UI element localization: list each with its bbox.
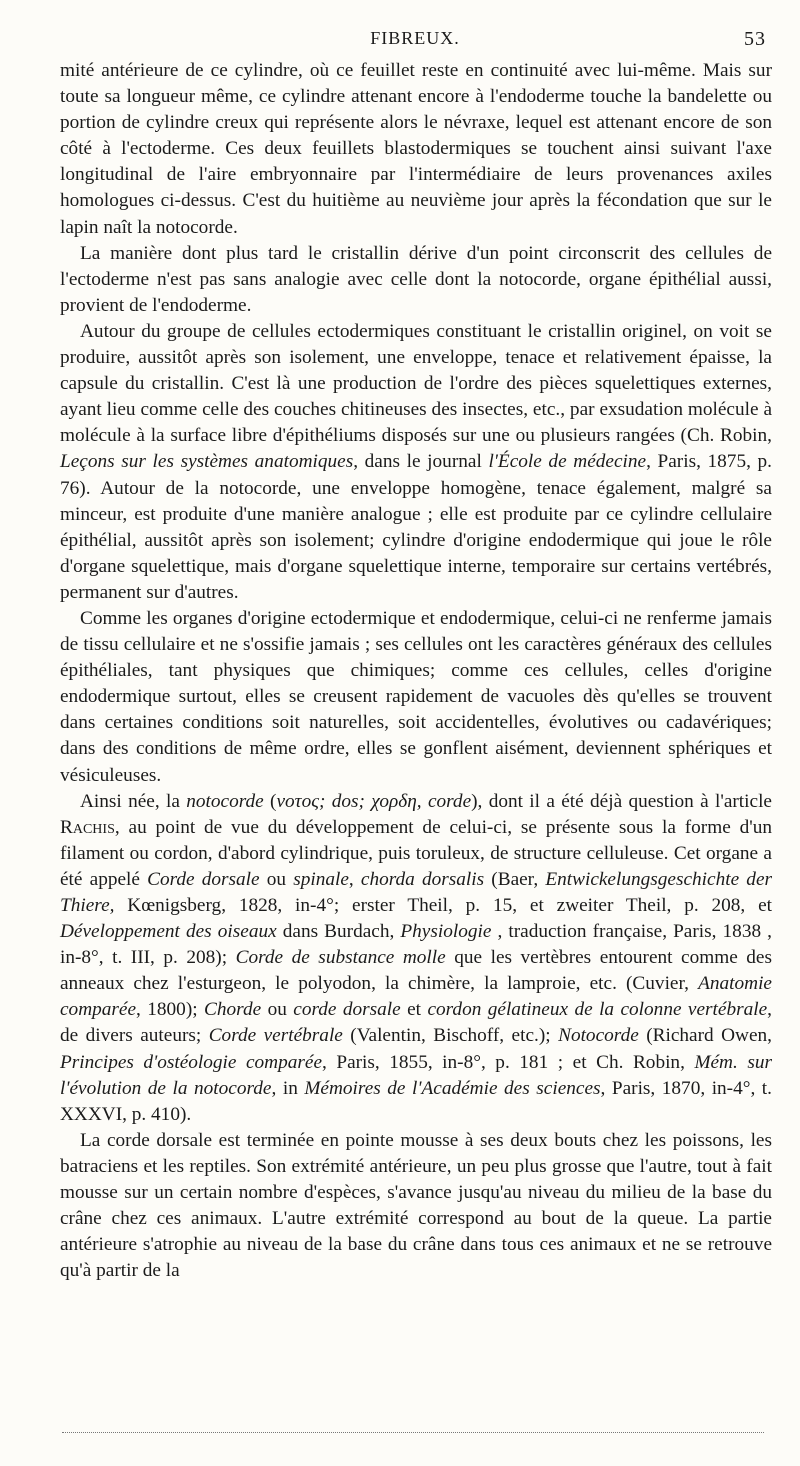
text-run: mité antérieure de ce cylindre, où ce feuillet reste en continuité avec lui-même. Mais sur toute sa longueur même, ce cylindre attenant encore à l'endoderme touche la bandelette ou portion de cylindre creux qui représente alors le névraxe, lequel est attenant encore de son côté à l'ectoderme. Ces deux feuillets blastodermiques se touchent ainsi suivant l'axe longitudinal de l'aire embryonnaire par l'intermédiaire de leurs provenances axiles homologues ci-dessus. C'est du huitième au neuvième jour après la fécondation que sur le lapin naît la notocorde. — [60, 60, 772, 238]
italic-text: cordon gélatineux de la colonne vertébrale — [427, 999, 768, 1021]
text-run: (Valentin, Bischoff, etc.); — [342, 1025, 559, 1047]
text-run: ), dont il a été déjà question à l'article — [471, 790, 772, 812]
text-run: Kœnigsberg, 1828, in-4°; erster Theil, p. 15, et zweiter Theil, p. 208, et — [114, 895, 772, 916]
italic-text: spinale — [293, 868, 349, 890]
running-title: FIBREUX. — [370, 28, 460, 48]
italic-text: Chorde — [204, 999, 262, 1021]
paragraph — [60, 58, 772, 241]
italic-text: Physiologie — [400, 921, 492, 943]
paragraph — [60, 1128, 772, 1285]
paragraph — [60, 606, 772, 789]
page-number: 53 — [744, 28, 766, 50]
text-run: (Richard Owen, — [638, 1025, 772, 1047]
italic-text: Corde vertébrale — [208, 1025, 343, 1047]
paragraph — [60, 319, 772, 606]
text-run: , dans le journal — [353, 451, 489, 473]
footer-dotted-rule — [62, 1432, 764, 1433]
text-run: , — [348, 868, 361, 890]
italic-text: Développement des oiseaux — [60, 921, 277, 943]
running-header — [60, 22, 770, 52]
text-run: , Paris, 1855, in-8°, p. 181 ; et Ch. Robin, — [322, 1051, 695, 1073]
paragraph — [60, 789, 772, 1128]
italic-text: Anatomie comparée — [60, 973, 772, 1021]
italic-text: corde dorsale — [293, 999, 401, 1021]
text-run: que les vertèbres entourent comme des anneaux chez l'esturgeon, le polyodon, la chimère, la lamproie, etc. (Cuvier, — [60, 947, 772, 995]
italic-text: νοτος; dos; χορδη, corde — [276, 790, 472, 812]
italic-text: chorda dorsalis — [360, 868, 485, 890]
text-run: , 1800); — [136, 999, 205, 1021]
italic-text: Corde dorsale — [147, 868, 260, 890]
italic-text: Principes d'ostéologie comparée — [60, 1051, 322, 1073]
text-run: La corde dorsale est terminée en pointe mousse à ses deux bouts chez les poissons, les batraciens et les reptiles. Son extrémité antérieure, un peu plus grosse que l'autre, tout à fait mousse sur un certain nombre d'espèces, s'avance jusqu'au niveau du milieu de la base du crâne chez ces animaux. L'autre extrémité correspond au bout de la queue. La partie antérieure s'atrophie au niveau de la base du crâne dans tous ces animaux et ne se retrouve qu'à partir de la — [60, 1129, 772, 1282]
italic-text: Corde de substance molle — [235, 947, 446, 969]
text-run: ou — [261, 999, 294, 1021]
italic-text: notocorde — [186, 790, 264, 812]
italic-text: Mém. sur l'évolution de la notocorde — [60, 1051, 772, 1099]
paragraph — [60, 241, 772, 319]
text-run: , in — [271, 1077, 305, 1099]
italic-text: Mémoires de l'Académie des sciences — [304, 1077, 601, 1099]
text-run: , Paris, 1875, p. 76). Autour de la notocorde, une enveloppe homogène, tenace également, malgré sa minceur, est produite d'une manière analogue ; elle est produite par ce cylindre cellulaire épithélial, aussitôt après son isolement; cylindre d'origine endodermique qui joue le rôle d'organe squelettique, mais d'organe squelettique interne, temporaire sur certains vertébrés, permanent sur d'autres. — [60, 451, 772, 603]
text-run: , de divers auteurs; — [60, 999, 772, 1047]
italic-text: Entwickelungsgeschichte der Thiere, — [60, 868, 773, 916]
text-run: , Paris, 1870, in-4°, t. XXXVI, p. 410). — [60, 1077, 772, 1125]
text-run: , traduction française, Paris, 1838 , in-8°, t. III, p. 208); — [60, 921, 772, 969]
text-run: Autour du groupe de cellules ectodermiques constituant le cristallin originel, on voit se produire, aussitôt après son isolement, une enveloppe, tenace et relativement épaisse, la capsule du cristallin. C'est là une production de l'ordre des pièces squelettiques externes, ayant lieu comme celle des couches chitineuses des insectes, etc., par exsudation molécule à molécule à la surface libre d'épithéliums disposés sur une ou plusieurs rangées (Ch. Robin, — [60, 320, 772, 447]
text-run: ( — [263, 790, 277, 812]
text-run: , au point de vue du développement de celui-ci, se présente sous la forme d'un filament ou cordon, d'abord cylindrique, puis toruleux, de structure celluleuse. Cet organe a été appelé — [60, 816, 772, 890]
text-run: (Baer, — [484, 868, 546, 890]
text-run: La manière dont plus tard le cristallin dérive d'un point circonscrit des cellules de l'ectoderme n'est pas sans analogie avec celle dont la notocorde, organe épithélial aussi, provient de l'endoderme. — [60, 242, 772, 316]
italic-text: Notocorde — [558, 1025, 639, 1047]
body-text — [60, 58, 772, 1284]
text-run: Ainsi née, la — [80, 790, 187, 812]
italic-text: Leçons sur les systèmes anatomiques — [60, 451, 354, 473]
small-caps-text: Rachis — [60, 816, 115, 838]
italic-text: l'École de médecine — [488, 451, 647, 473]
text-run: et — [400, 999, 428, 1021]
text-run: Comme les organes d'origine ectodermique et endodermique, celui-ci ne renferme jamais de tissu cellulaire et ne s'ossifie jamais ; ses cellules ont les caractères généraux des cellules épithéliales, tant physiques que chimiques; comme ces cellules, celles d'origine endodermique surtout, elles se creusent rapidement de vacuoles dès qu'elles se trouvent dans certaines conditions soit naturelles, soit accidentelles, évolutives ou cadavériques; dans des conditions de même ordre, elles se gonflent aisément, deviennent sphériques et vésiculeuses. — [60, 607, 772, 786]
text-run: dans Burdach, — [276, 921, 401, 943]
text-run: ou — [259, 868, 294, 890]
